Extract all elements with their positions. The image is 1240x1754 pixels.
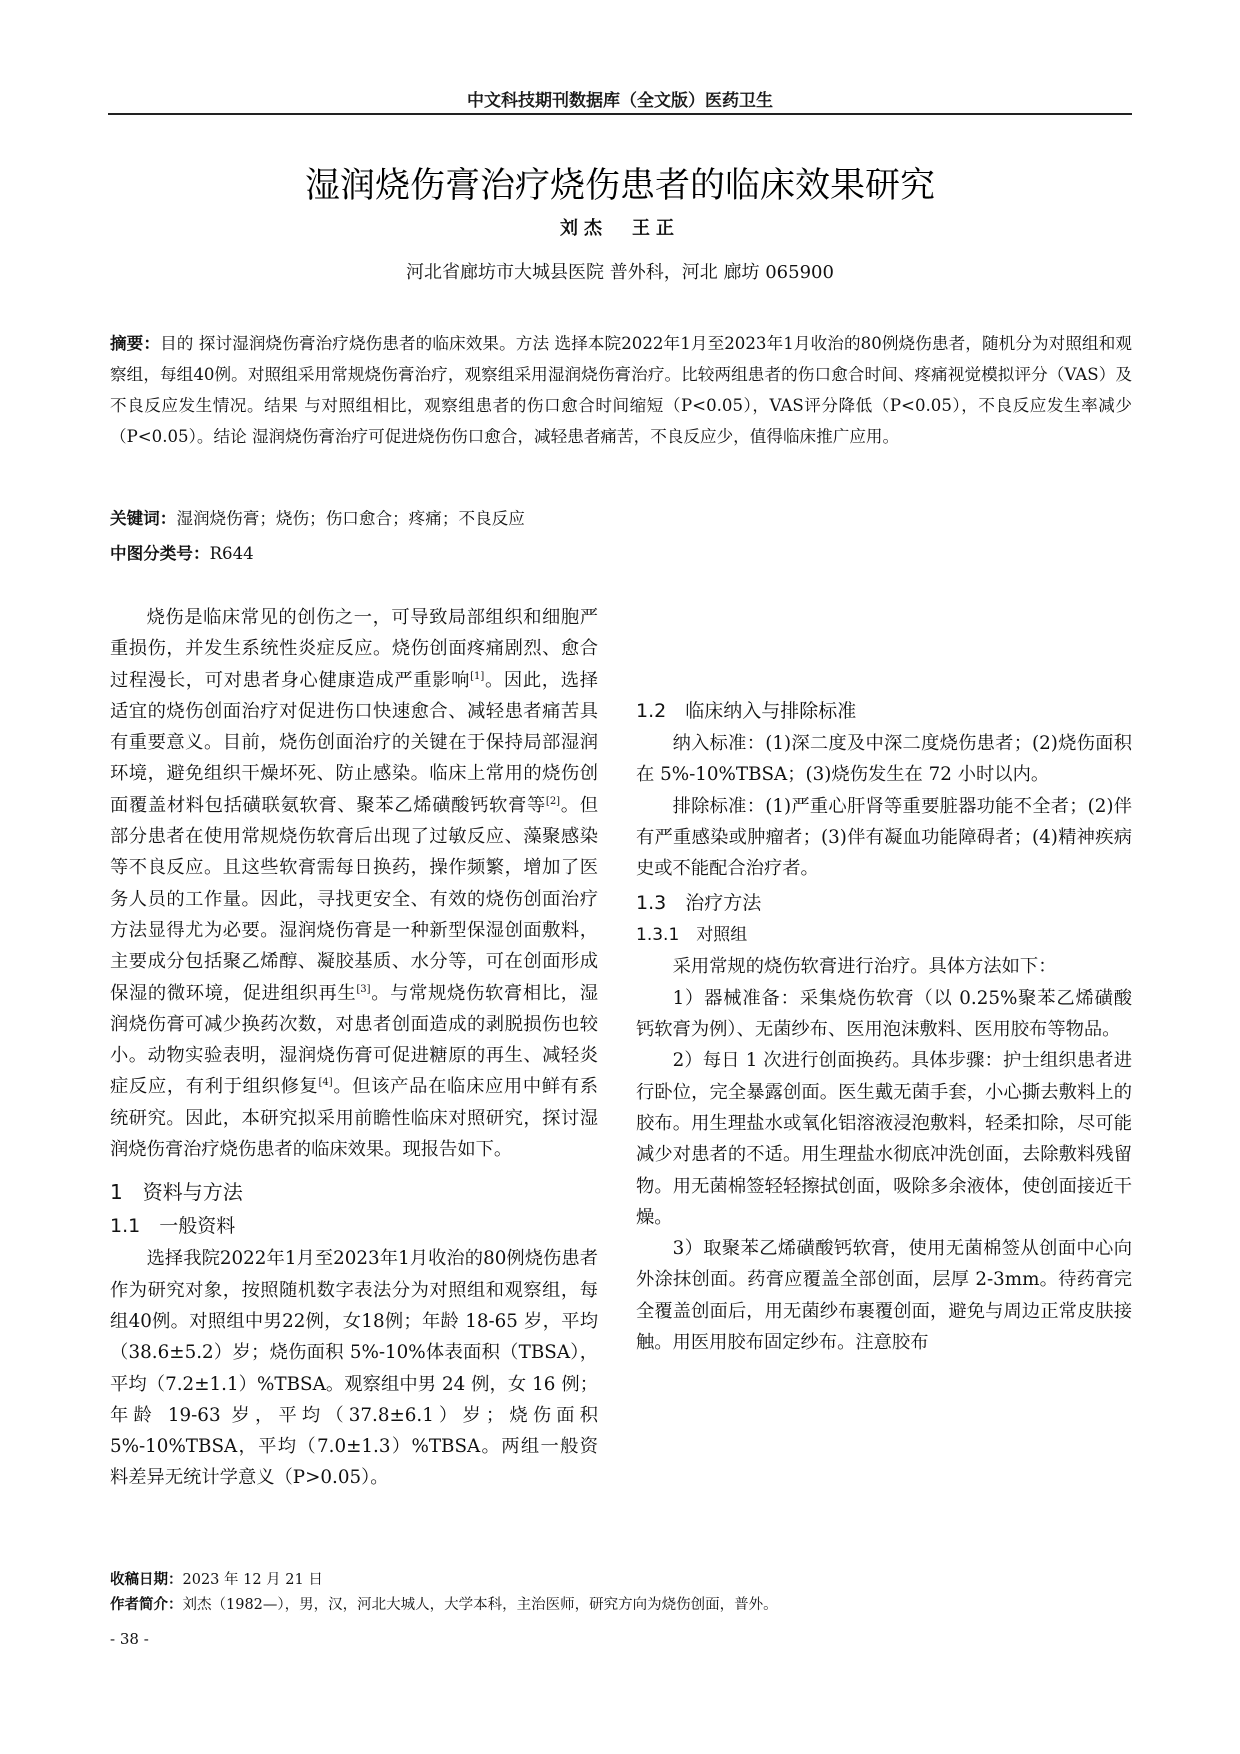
page-number: - 38 - — [110, 1630, 149, 1648]
intro-paragraph — [110, 602, 598, 1165]
footnotes — [110, 1568, 1132, 1618]
article-title: 湿润烧伤膏治疗烧伤患者的临床效果研究 — [304, 166, 935, 206]
intro-text-5: 。但该产品在临床应用中鲜有系统研究。因此，本研究拟采用前瞻性临床对照研究，探讨湿润烧伤膏治疗烧伤患者的临床效果。现报告如下。 — [110, 1076, 598, 1161]
intro-text-3: 。但部分患者在使用常规烧伤软膏后出现了过敏反应、藻聚感染等不良反应。且这些软膏需每日换药，操作频繁，增加了医务人员的工作量。因此，寻找更安全、有效的烧伤创面治疗方法显得尤为必要。湿润烧伤膏是一种新型保湿创面敷料，主要成分包括聚乙烯醇、凝胶基质、水分等，可在创面形成保湿的微环境，促进组织再生 — [110, 794, 598, 1004]
section-heading-1-1: 1.1 一般资料 — [110, 1215, 236, 1238]
citation-3: [3] — [356, 983, 371, 995]
section-heading-1-3-1: 1.3.1 对照组 — [636, 925, 748, 946]
abstract-label: 摘要： — [110, 334, 161, 353]
inclusion-criteria: 纳入标准：(1)深二度及中深二度烧伤患者；(2)烧伤面积在 5%-10%TBSA；(3)烧伤发生在 72 小时以内。 — [636, 733, 1132, 786]
section-heading-1: 1 资料与方法 — [110, 1180, 243, 1205]
section-heading-1-3: 1.3 治疗方法 — [636, 892, 762, 915]
keywords-text: 湿润烧伤膏；烧伤；伤口愈合；疼痛；不良反应 — [176, 509, 525, 528]
abstract — [110, 328, 1132, 452]
received-label: 收稿日期： — [110, 1572, 183, 1588]
intro-text-4: 。与常规烧伤软膏相比，湿润烧伤膏可减少换药次数，对患者创面造成的剥脱损伤也较小。动物实验表明，湿润烧伤膏可促进糖原的再生、减轻炎症反应，有利于组织修复 — [110, 982, 598, 1098]
keywords-label: 关键词： — [110, 509, 177, 528]
control-method-intro: 采用常规的烧伤软膏进行治疗。具体方法如下： — [672, 956, 1057, 978]
classification-number — [110, 540, 1132, 564]
received-date — [110, 1568, 1132, 1593]
section-heading-1-2: 1.2 临床纳入与排除标准 — [636, 700, 857, 722]
body-right-column — [636, 600, 1132, 1358]
abstract-text: 目的 探讨湿润烧伤膏治疗烧伤患者的临床效果。方法 选择本院2022年1月至2023年1月收治的80例烧伤患者，随机分为对照组和观察组，每组40例。对照组采用常规烧伤膏治疗，观察组采用湿润烧伤膏治疗。比较两组患者的伤口愈合时间、疼痛视觉模拟评分（VAS）及不良反应发生情况。结果 与对照组相比，观察组患者的伤口愈合时间缩短（P<0.05），VAS评分降低（P<0.05），不良反应发生率减少（P<0.05）。结论 湿润烧伤膏治疗可促进烧伤伤口愈合，减轻患者痛苦，不良反应少，值得临床推广应用。 — [110, 334, 1132, 446]
author-bio — [110, 1593, 1132, 1618]
general-data-paragraph: 选择我院2022年1月至2023年1月收治的80例烧伤患者作为研究对象，按照随机数字表法分为对照组和观察组，每组40例。对照组中男22例，女18例；年龄 18-65 岁，平均（38.6±5.2）岁；烧伤面积 5%-10%体表面积（TBSA），平均（7.2±1.1）%TBSA。观察组中男 24 例，女 16 例；年龄 19-63 岁，平均（37.8±6.1）岁；烧伤面积 5%-10%TBSA，平均（7.0±1.3）%TBSA。两组一般资料差异无统计学意义（P>0.05）。 — [110, 1248, 598, 1489]
intro-text-1: 烧伤是临床常见的创伤之一，可导致局部组织和细胞严重损伤，并发生系统性炎症反应。烧伤创面疼痛剧烈、愈合过程漫长，可对患者身心健康造成严重影响 — [110, 607, 598, 691]
exclusion-criteria: 排除标准：(1)严重心肝肾等重要脏器功能不全者；(2)伴有严重感染或肿瘤者；(3)伴有凝血功能障碍者；(4)精神疾病史或不能配合治疗者。 — [636, 795, 1132, 880]
citation-2: [2] — [545, 795, 561, 807]
intro-text-2: 。因此，选择适宜的烧伤创面治疗对促进伤口快速愈合、减轻患者痛苦具有重要意义。目前，烧伤创面治疗的关键在于保持局部湿润环境，避免组织干燥坏死、防止感染。临床上常用的烧伤创面覆盖材料包括磺联氨软膏、聚苯乙烯磺酸钙软膏等 — [110, 669, 598, 816]
control-step-2: 2）每日 1 次进行创面换药。具体步骤：护士组织患者进行卧位，完全暴露创面。医生戴无菌手套，小心撕去敷料上的胶布。用生理盐水或氧化铝溶液浸泡敷料，轻柔扣除，尽可能减少对患者的不适。用生理盐水彻底冲洗创面，去除敷料残留物。用无菌棉签轻轻擦拭创面，吸除多余液体，使创面接近干燥。 — [636, 1050, 1132, 1228]
classification-text: R644 — [209, 544, 254, 563]
body-left-column — [110, 602, 598, 1494]
affiliation: 河北省廊坊市大城县医院 普外科，河北 廊坊 065900 — [406, 262, 834, 283]
authors: 刘杰 王正 — [560, 218, 680, 239]
citation-1: [1] — [470, 670, 485, 682]
control-step-3: 3）取聚苯乙烯磺酸钙软膏，使用无菌棉签从创面中心向外涂抹创面。药膏应覆盖全部创面，层厚 2-3mm。待药膏完全覆盖创面后，用无菌纱布裹覆创面，避免与周边正常皮肤接触。用医用胶布固定纱布。注意胶布 — [636, 1238, 1132, 1354]
journal-header: 中文科技期刊数据库（全文版）医药卫生 — [467, 91, 773, 111]
keywords — [110, 505, 1132, 529]
bio-label: 作者简介： — [110, 1597, 183, 1613]
bio-value: 刘杰（1982—），男，汉，河北大城人，大学本科，主治医师，研究方向为烧伤创面，普外。 — [182, 1597, 778, 1613]
received-value: 2023 年 12 月 21 日 — [182, 1572, 323, 1588]
control-step-1: 1）器械准备：采集烧伤软膏（以 0.25%聚苯乙烯磺酸钙软膏为例）、无菌纱布、医用泡沫敷料、医用胶布等物品。 — [636, 987, 1132, 1041]
header-divider — [108, 113, 1132, 115]
citation-4: [4] — [318, 1077, 333, 1089]
classification-label: 中图分类号： — [110, 544, 210, 563]
